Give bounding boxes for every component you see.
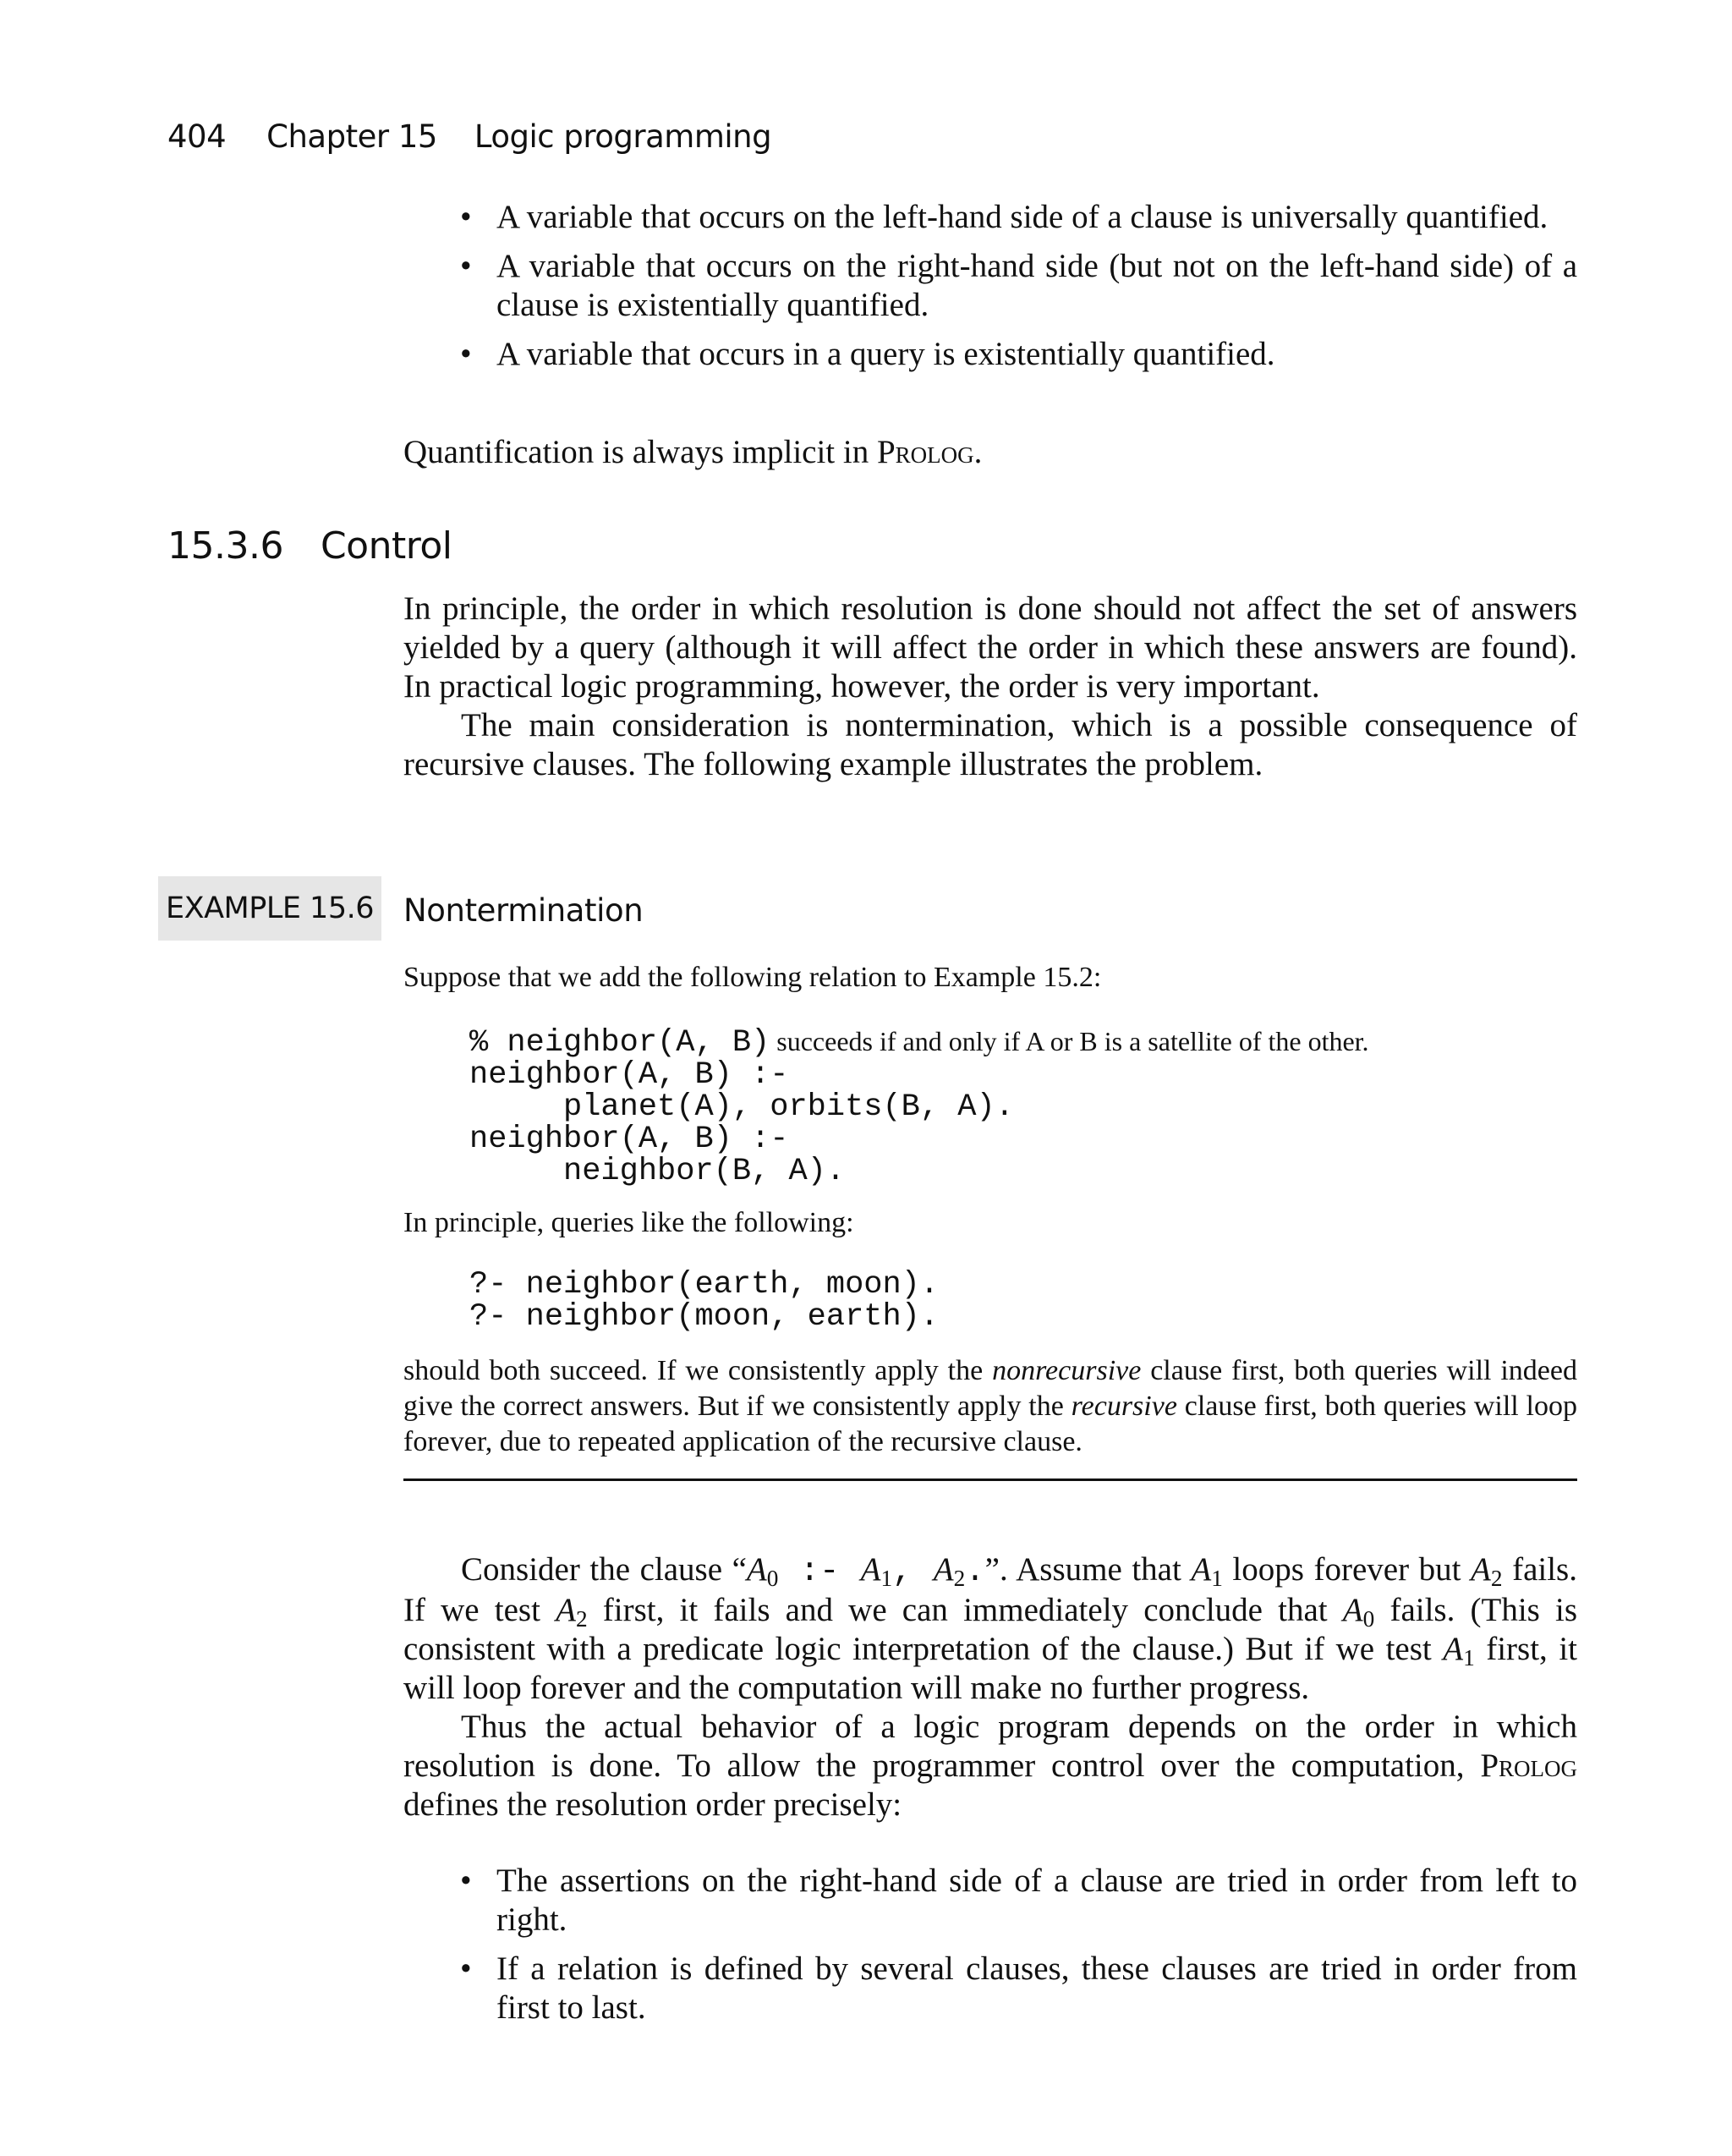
code-line: planet(A), orbits(B, A).	[469, 1089, 1014, 1125]
list-item: • The assertions on the right-hand side of a clause are tried in order from left to right.	[460, 1862, 1577, 1938]
example-conclusion: should both succeed. If we consistently apply the nonrecursive clause first, both queries will indeed give the correct answers. But if we consistently apply the recursive clause first, both queries will loop forever, due to repeated application of the recursive clause.	[403, 1355, 1578, 1457]
chapter-label: Chapter 15	[266, 118, 437, 155]
control-text	[403, 590, 1577, 784]
clause-paragraph: Consider the clause “$A_0$ :- $A_1$, $A_2$.”. Assume that $A_1$ loops forever but $A_2$ fails. If we test $A_2$ first, it fails and we can immediately conclude that $A_0$ fails. (This is consistent with a predicate logic interpretation of the clause.) But if we test $A_1$ first, it will loop forever and the computation will make no further progress.	[403, 1551, 1578, 1706]
query-line: ?- neighbor(moon, earth).	[469, 1299, 940, 1335]
example-title: Nontermination	[403, 892, 644, 929]
quantifier-bullet-list	[403, 198, 1577, 384]
chapter-title: Logic programming	[474, 118, 772, 155]
paragraph: In principle, the order in which resolution is done should not affect the set of answers yielded by a query (although it will affect the order in which these answers are found). In practical logic programming, however, the order is very important.	[403, 590, 1577, 705]
paragraph: The main consideration is nontermination, which is a possible consequence of recursive clauses. The following example illustrates the problem.	[403, 707, 1577, 782]
code-line: neighbor(A, B) :-	[469, 1122, 789, 1157]
code-comment-line: % neighbor(A, B) succeeds if and only if A or B is a satellite of the other.	[469, 1025, 1369, 1061]
bullet-icon: •	[460, 199, 472, 235]
list-item: • A variable that occurs in a query is existentially quantified.	[460, 336, 1275, 372]
section-heading	[167, 524, 452, 568]
section-number: 15.3.6	[167, 524, 283, 568]
bullet-icon: •	[460, 336, 472, 372]
bullet-icon: •	[460, 248, 472, 284]
behavior-paragraph: Thus the actual behavior of a logic program depends on the order in which resolution is done. To allow the programmer control over the computation, Prolog defines the resolution order precisely:	[403, 1709, 1577, 1823]
query-block	[469, 1269, 939, 1333]
code-line: neighbor(A, B) :-	[469, 1057, 789, 1093]
query-line: ?- neighbor(earth, moon).	[469, 1267, 940, 1303]
bullet-icon: •	[460, 1862, 472, 1899]
list-item: • If a relation is defined by several clauses, these clauses are tried in order from first to last.	[460, 1950, 1577, 2026]
order-bullet-list	[403, 1862, 1577, 2038]
example-intro: Suppose that we add the following relation to Example 15.2:	[403, 962, 1102, 993]
queries-intro: In principle, queries like the following:	[403, 1207, 854, 1238]
page-number: 404	[167, 118, 227, 155]
example-divider	[403, 1478, 1577, 1481]
prolog-name: Prolog	[1480, 1747, 1577, 1784]
prolog-name: Prolog	[876, 434, 974, 470]
quantification-note: Quantification is always implicit in Prolog.	[403, 434, 983, 470]
code-block	[469, 1025, 1369, 1188]
example-tag: EXAMPLE 15.6	[158, 876, 381, 941]
list-item: • A variable that occurs on the right-hand side (but not on the left-hand side) of a clause is existentially quantified.	[460, 248, 1577, 323]
code-line: neighbor(B, A).	[469, 1154, 846, 1189]
list-item: • A variable that occurs on the left-hand side of a clause is universally quantified.	[460, 199, 1548, 235]
running-header	[167, 118, 808, 155]
bullet-icon: •	[460, 1950, 472, 1987]
section-title: Control	[320, 524, 452, 568]
